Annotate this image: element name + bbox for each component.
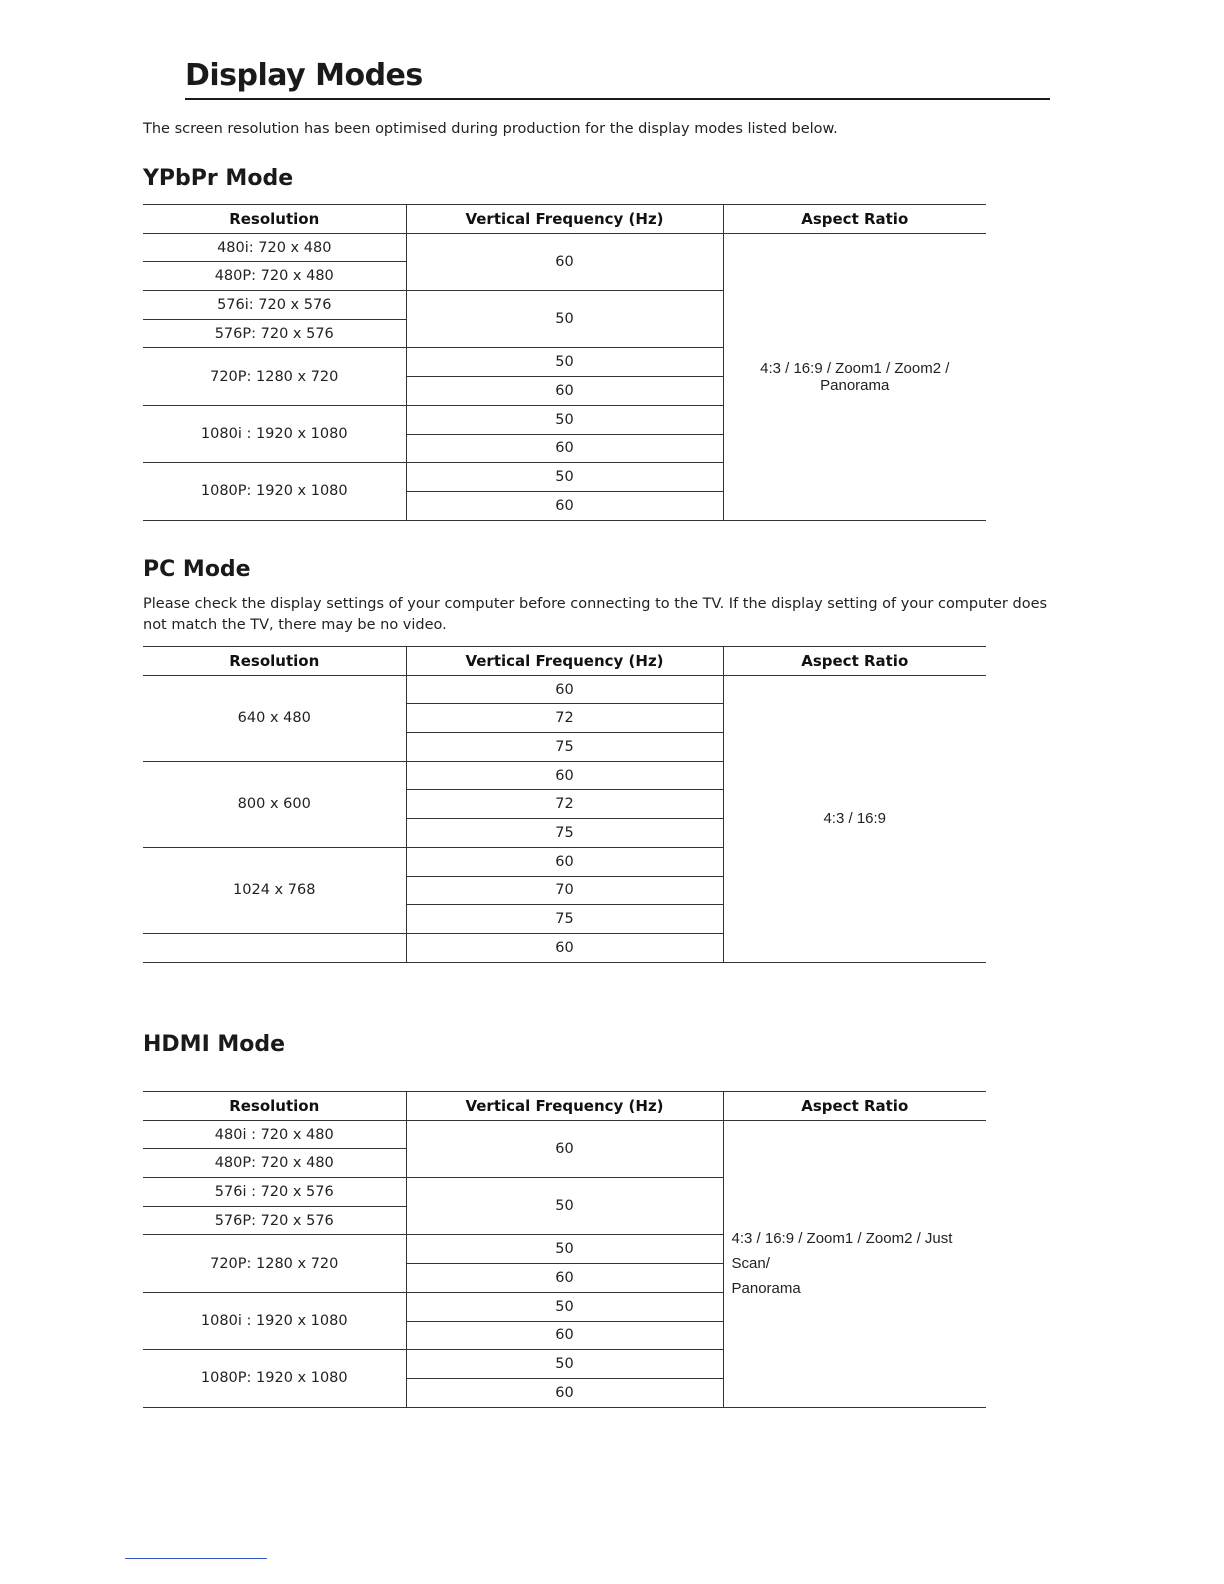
aspect-line-2: Panorama xyxy=(731,1280,801,1298)
pc-note: Please check the display settings of your computer before connecting to the TV. If the display setting of your computer does not match the TV, there may be no video. xyxy=(143,596,1048,633)
frequency-cell: 50 xyxy=(406,348,723,377)
ypbpr-heading: YPbPr Mode xyxy=(143,166,294,191)
resolution-cell: 576i : 720 x 576 xyxy=(143,1178,406,1207)
resolution-cell: 576i: 720 x 576 xyxy=(143,291,406,320)
title-rule xyxy=(185,98,1050,100)
table-header-row xyxy=(143,205,986,234)
pc-heading: PC Mode xyxy=(143,557,251,582)
frequency-cell: 75 xyxy=(406,905,723,934)
resolution-cell: 480i : 720 x 480 xyxy=(143,1120,406,1149)
header-aspect: Aspect Ratio xyxy=(723,1092,986,1121)
frequency-cell: 50 xyxy=(406,405,723,434)
frequency-cell: 50 xyxy=(406,1292,723,1321)
resolution-cell: 640 x 480 xyxy=(143,675,406,761)
resolution-cell: 720P: 1280 x 720 xyxy=(143,1235,406,1292)
resolution-cell: 1080P: 1920 x 1080 xyxy=(143,463,406,520)
frequency-cell: 60 xyxy=(406,1120,723,1177)
frequency-cell: 60 xyxy=(406,1378,723,1407)
aspect-cell: 4:3 / 16:9 xyxy=(723,675,986,962)
aspect-line-1: 4:3 / 16:9 / Zoom1 / Zoom2 / Just Scan/ xyxy=(731,1230,953,1273)
frequency-cell: 60 xyxy=(406,491,723,520)
footer-rule xyxy=(125,1558,267,1559)
hdmi-table xyxy=(143,1091,986,1408)
frequency-cell: 50 xyxy=(406,291,723,348)
aspect-cell: 4:3 / 16:9 / Zoom1 / Zoom2 / Panorama xyxy=(723,233,986,520)
table-header-row xyxy=(143,647,986,676)
frequency-cell: 60 xyxy=(406,1264,723,1293)
header-resolution: Resolution xyxy=(143,647,406,676)
resolution-cell: 576P: 720 x 576 xyxy=(143,319,406,348)
frequency-cell: 60 xyxy=(406,933,723,962)
frequency-cell: 60 xyxy=(406,377,723,406)
header-resolution: Resolution xyxy=(143,205,406,234)
hdmi-heading: HDMI Mode xyxy=(143,1032,286,1057)
table-header-row xyxy=(143,1092,986,1121)
ypbpr-table xyxy=(143,204,986,521)
resolution-cell: 1080i : 1920 x 1080 xyxy=(143,1292,406,1349)
aspect-cell xyxy=(723,1120,986,1407)
frequency-cell: 60 xyxy=(406,434,723,463)
pc-table xyxy=(143,646,986,963)
frequency-cell: 60 xyxy=(406,847,723,876)
table-row xyxy=(143,675,986,704)
resolution-cell: 1024 x 768 xyxy=(143,847,406,933)
table-row xyxy=(143,233,986,262)
resolution-cell: 720P: 1280 x 720 xyxy=(143,348,406,405)
header-aspect: Aspect Ratio xyxy=(723,647,986,676)
frequency-cell: 50 xyxy=(406,1350,723,1379)
resolution-cell: 1080P: 1920 x 1080 xyxy=(143,1350,406,1407)
resolution-cell: 480P: 720 x 480 xyxy=(143,262,406,291)
resolution-cell: 1080i : 1920 x 1080 xyxy=(143,405,406,462)
header-aspect: Aspect Ratio xyxy=(723,205,986,234)
resolution-cell xyxy=(143,933,406,962)
table-row xyxy=(143,1120,986,1149)
resolution-cell: 480P: 720 x 480 xyxy=(143,1149,406,1178)
frequency-cell: 70 xyxy=(406,876,723,905)
header-frequency: Vertical Frequency (Hz) xyxy=(406,205,723,234)
frequency-cell: 60 xyxy=(406,1321,723,1350)
header-resolution: Resolution xyxy=(143,1092,406,1121)
frequency-cell: 60 xyxy=(406,761,723,790)
frequency-cell: 50 xyxy=(406,1235,723,1264)
header-frequency: Vertical Frequency (Hz) xyxy=(406,647,723,676)
page-title: Display Modes xyxy=(185,58,423,93)
frequency-cell: 60 xyxy=(406,233,723,290)
resolution-cell: 480i: 720 x 480 xyxy=(143,233,406,262)
frequency-cell: 75 xyxy=(406,733,723,762)
frequency-cell: 72 xyxy=(406,790,723,819)
frequency-cell: 72 xyxy=(406,704,723,733)
frequency-cell: 75 xyxy=(406,819,723,848)
frequency-cell: 50 xyxy=(406,1178,723,1235)
resolution-cell: 576P: 720 x 576 xyxy=(143,1206,406,1235)
frequency-cell: 60 xyxy=(406,675,723,704)
header-frequency: Vertical Frequency (Hz) xyxy=(406,1092,723,1121)
frequency-cell: 50 xyxy=(406,463,723,492)
resolution-cell: 800 x 600 xyxy=(143,761,406,847)
intro-text: The screen resolution has been optimised during production for the display modes listed below. xyxy=(143,121,838,137)
